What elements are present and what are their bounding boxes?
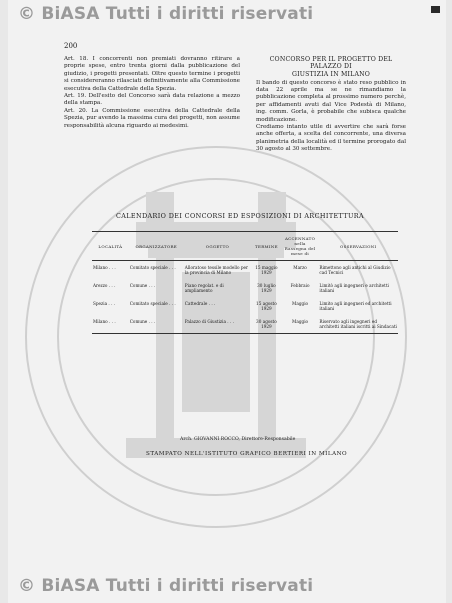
right-paragraph-1: Il bando di questo concorso è stato reso pubblico in data 22 aprile ma se ne rimandiamo la pubblicazione completa al prossimo numero perchè, per affidamenti avuti dal Vice Podestà di Milano, ing. comm. Gorla, è probabile che subisca qualche modificazione. — [256, 79, 406, 123]
cell-oggetto: Cattedrale . . . — [184, 301, 216, 306]
article-20: Art. 20. La Commissione esecutiva della Cattedrale della Spezia, pur avendo la massima cura dei progetti, non assume responsabilità alcuna riguardo ai medesimi. — [64, 107, 240, 129]
cell-oggetto: Piano regolat. e di ampliamento — [184, 283, 224, 293]
right-heading-2: GIUSTIZIA IN MILANO — [291, 71, 371, 79]
right-heading-1: CONCORSO PER IL PROGETTO DEL PALAZZO DI — [269, 56, 393, 71]
header-termine: TERMINE — [251, 232, 282, 261]
header-oggetto: OGGETTO — [184, 232, 251, 261]
calendar-title: CALENDARIO DEI CONCORSI ED ESPOSIZIONI DI ARCHITETTURA — [115, 212, 365, 220]
article-18: Art. 18. I concorrenti non premiati dovranno ritirare a proprie spese, entro trenta giorni dalla pubblicazione del giudizio, i progetti presentati. Oltre questo termine i progetti si considereranno rilasciati definitivamente alla Commissione esecutiva della Cattedrale della Spezia. — [64, 56, 240, 92]
table-row — [92, 297, 398, 315]
cell-accennato: Maggio — [292, 319, 309, 324]
cell-termine: 30 agosto 1929 — [256, 319, 277, 329]
cell-osservazioni: Riservato agli ingegneri ed architetti italiani iscritti ai Sindacati — [319, 319, 397, 329]
watermark-bottom: © BiASA Tutti i diritti riservati — [18, 576, 314, 596]
article-19: Art. 19. Dell'esito del Concorso sarà data relazione a mezzo della stampa. — [64, 93, 240, 107]
right-paragraph-2: Crediamo intanto utile di avvertire che sarà forse anche offerta, a scelta del concorrente, una diversa planimetria della località ed il termine prorogato dal 30 agosto al 30 settembre. — [256, 124, 406, 153]
calendar-table — [92, 231, 398, 334]
cell-localita: Spezia . . . — [93, 301, 116, 306]
table-row — [92, 279, 398, 297]
cell-organizzatore: Comune . . . — [129, 319, 156, 324]
watermark-top: © BiASA Tutti i diritti riservati — [18, 4, 314, 24]
printer-line: STAMPATO NELL'ISTITUTO GRAFICO BERTIERI IN MILANO — [146, 451, 348, 457]
header-organizzatore: ORGANIZZATORE — [129, 232, 184, 261]
cell-organizzatore: Comitato speciale . . . — [129, 265, 176, 270]
header-osservazioni: OSSERVAZIONI — [318, 232, 398, 261]
cell-termine: 15 agosto 1929 — [256, 301, 277, 311]
cell-termine: 15 maggio 1929 — [255, 265, 278, 275]
cell-organizzatore: Comune . . . — [129, 283, 156, 288]
table-row — [92, 315, 398, 333]
page-number: 200 — [64, 42, 78, 50]
cell-oggetto: Alloratoso tessile modello per la provincia di Milano — [184, 265, 249, 275]
cell-localita: Milano . . . — [93, 319, 116, 324]
cell-organizzatore: Comitato speciale . . . — [129, 301, 176, 306]
cell-localita: Milano . . . — [93, 265, 116, 270]
cell-accennato: Marzo — [293, 265, 307, 270]
director-signature: Arch. GIOVANNI ROCCO, Direttore-Responsabile — [180, 437, 296, 442]
header-accennato: ACCENNATO nella Rassegna del mese di — [282, 232, 319, 261]
document-page — [8, 0, 446, 603]
table-header-row — [92, 232, 398, 261]
table-row — [92, 261, 398, 280]
cell-oggetto: Palazzo di Giustizia . . . — [184, 319, 234, 324]
cell-localita: Arezzo . . . — [93, 283, 116, 288]
cell-osservazioni: Limito agli ingegneri ed architetti italiani — [319, 301, 392, 311]
cell-osservazioni: Limitò agli ingegneri e architetti italiani — [319, 283, 389, 293]
header-localita: LOCALITÀ — [92, 232, 129, 261]
cell-osservazioni: Rimettono agli antichi al Giudizio cad Tecnici — [319, 265, 391, 275]
seal-emblem — [16, 132, 416, 542]
cell-termine: 30 luglio 1929 — [257, 283, 276, 293]
cell-accennato: Maggio — [292, 301, 309, 306]
left-column — [64, 56, 240, 130]
cell-accennato: Febbraio — [290, 283, 310, 288]
